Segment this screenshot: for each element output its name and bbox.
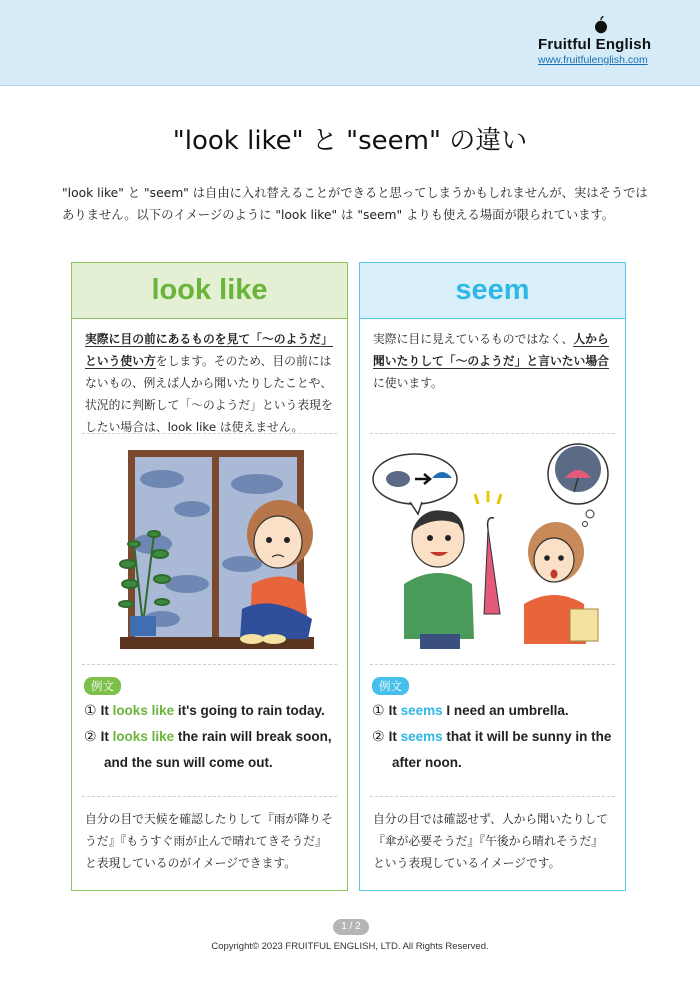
- look-like-panel: [71, 262, 348, 891]
- intro-line-1: "look like" と "seem" は自由に入れ替えることができると思ってしまうかもしれませんが、実はそうでは: [62, 186, 648, 200]
- example-text: I need an umbrella.: [442, 703, 569, 718]
- brand-name: Fruitful English: [538, 36, 652, 53]
- example-highlight: looks like: [112, 703, 175, 718]
- window-rain-illustration: [72, 434, 347, 664]
- example-highlight: looks like: [112, 729, 175, 744]
- example-text: it's going to rain today.: [174, 703, 325, 718]
- example-sentence-2-continued: and the sun will come out.: [104, 755, 273, 770]
- example-badge: 例文: [84, 677, 121, 695]
- example-sentence-1: [84, 698, 347, 724]
- look-like-illustration: [72, 434, 347, 664]
- seem-examples: [360, 665, 625, 796]
- look-like-desc-rest: をします。そのため、目の前にはないもの、例えば人から聞いたりしたことや、状況的に判断して「〜のようだ」という表現をしたい場合は、look like は使えません。: [85, 354, 333, 434]
- example-sentence-2: [84, 724, 347, 750]
- seem-desc-bold-1: 人から: [573, 332, 609, 346]
- look-like-examples: [72, 665, 347, 796]
- example-number: ②: [84, 729, 97, 745]
- example-sentence-1: [372, 698, 625, 724]
- example-text: It: [388, 703, 401, 718]
- copyright-notice: Copyright© 2023 FRUITFUL ENGLISH, LTD. All Rights Reserved.: [211, 941, 489, 952]
- example-number: ①: [84, 703, 97, 719]
- look-like-desc-bold-1: 実際に目の前にあるものを見て「〜のようだ」: [85, 332, 333, 346]
- people-umbrella-illustration: [360, 434, 625, 664]
- seem-summary: 自分の目では確認せず、人から聞いたりして『傘が必要そうだ』『午後から晴れそうだ』という表現しているイメージです。: [373, 812, 608, 870]
- look-like-summary: 自分の目で天候を確認したりして『雨が降りそうだ』『もうすぐ雨が止んで晴れてきそうだ』と表現しているのがイメージできます。: [85, 812, 333, 870]
- example-text: the rain will break soon,: [174, 729, 332, 744]
- look-like-desc-bold-2: という使い方: [85, 354, 156, 368]
- example-text: It: [388, 729, 401, 744]
- look-like-description: [72, 319, 347, 433]
- page-header: [0, 0, 700, 86]
- example-text: It: [100, 729, 113, 744]
- example-number: ②: [372, 729, 385, 745]
- example-badge: 例文: [372, 677, 409, 695]
- brand-url-link[interactable]: www.fruitfulenglish.com: [538, 54, 648, 66]
- seem-heading: seem: [360, 263, 625, 319]
- example-sentence-2-continued: after noon.: [392, 755, 462, 770]
- seem-panel: [359, 262, 626, 891]
- seem-illustration: [360, 434, 625, 664]
- example-text: It: [100, 703, 113, 718]
- page-title: "look like" と "seem" の違い: [172, 126, 528, 156]
- seem-desc-post: に使います。: [373, 376, 443, 390]
- intro-line-2: ありません。以下のイメージのように "look like" は "seem" よりも使える場面が限られています。: [62, 208, 615, 222]
- intro-paragraph: [62, 182, 652, 226]
- seem-desc-bold-2: 聞いたりして「〜のようだ」と言いたい場合: [373, 354, 609, 368]
- example-text: that it will be sunny in the: [442, 729, 612, 744]
- look-like-heading: look like: [72, 263, 347, 319]
- example-highlight: seems: [400, 729, 443, 744]
- example-number: ①: [372, 703, 385, 719]
- example-highlight: seems: [400, 703, 443, 718]
- apple-icon: [594, 16, 608, 34]
- example-sentence-2: [372, 724, 625, 750]
- seem-desc-pre: 実際に目に見えているものではなく、: [373, 332, 574, 346]
- page-number-badge: 1 / 2: [333, 919, 369, 935]
- seem-description: [360, 319, 625, 433]
